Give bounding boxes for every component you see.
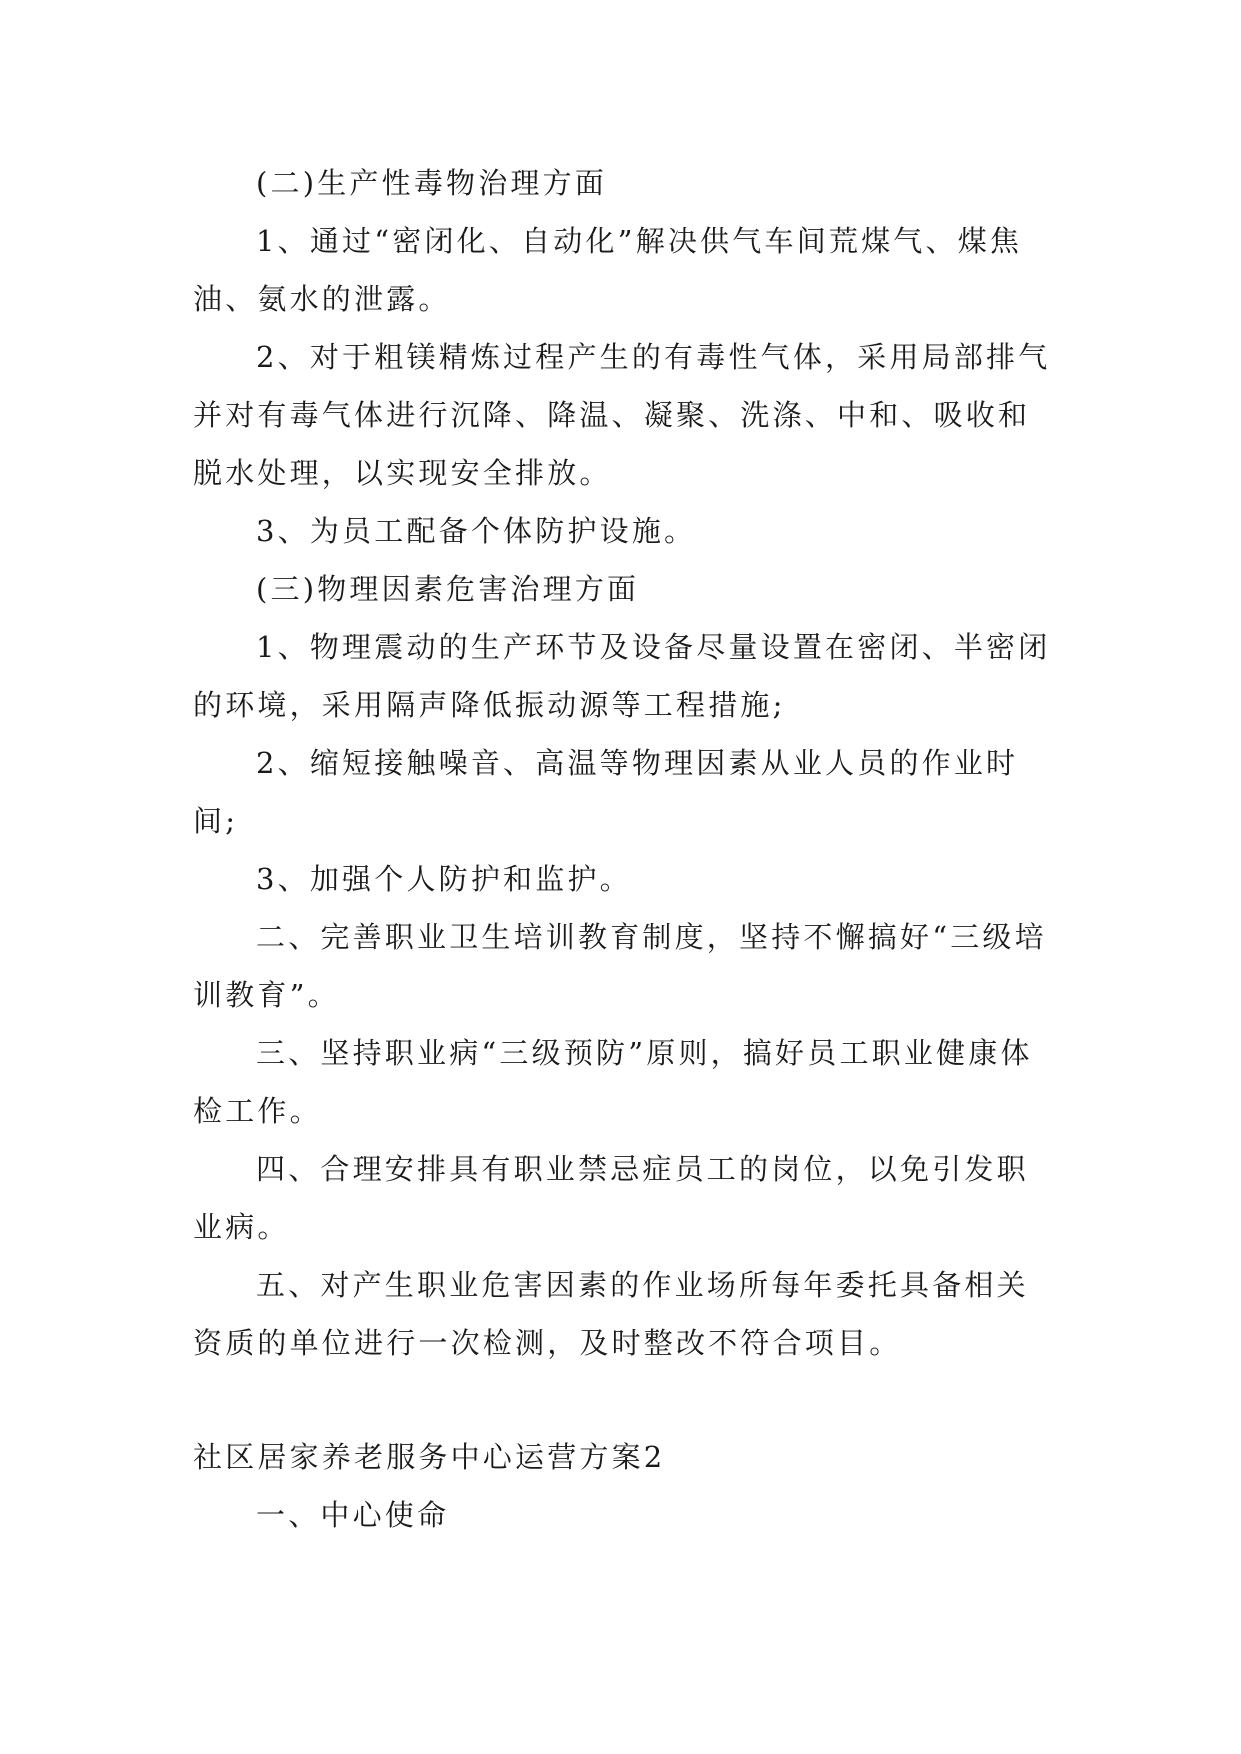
paragraph-item: 2、对于粗镁精炼过程产生的有毒性气体，采用局部排气并对有毒气体进行沉降、降温、凝聚、洗涤、中和、吸收和脱水处理，以实现安全排放。 [193,340,1051,490]
section-title: 社区居家养老服务中心运营方案2 [193,1440,666,1474]
paragraph-item: 3、加强个人防护和监护。 [256,862,632,896]
heading-physical-hazard-control: (三)物理因素危害治理方面 [256,572,640,606]
paragraph-item: 1、物理震动的生产环节及设备尽量设置在密闭、半密闭的环境，采用隔声降低振动源等工程措施; [193,630,1051,722]
document-body [193,154,1058,1544]
paragraph-item: 四、合理安排具有职业禁忌症员工的岗位，以免引发职业病。 [193,1152,1029,1244]
section-first-heading: 一、中心使命 [256,1498,450,1532]
paragraph-item: 五、对产生职业危害因素的作业场所每年委托具备相关资质的单位进行一次检测，及时整改不符合项目。 [193,1268,1029,1360]
paragraph-item: 三、坚持职业病“三级预防”原则，搞好员工职业健康体检工作。 [193,1036,1033,1128]
paragraph-item: 1、通过“密闭化、自动化”解决供气车间荒煤气、煤焦油、氨水的泄露。 [193,224,1023,316]
heading-toxic-substance-control: (二)生产性毒物治理方面 [256,166,608,200]
paragraph-item: 3、为员工配备个体防护设施。 [256,514,697,548]
paragraph-item: 二、完善职业卫生培训教育制度，坚持不懈搞好“三级培训教育”。 [193,920,1047,1012]
paragraph-item: 2、缩短接触噪音、高温等物理因素从业人员的作业时间; [193,746,1019,838]
